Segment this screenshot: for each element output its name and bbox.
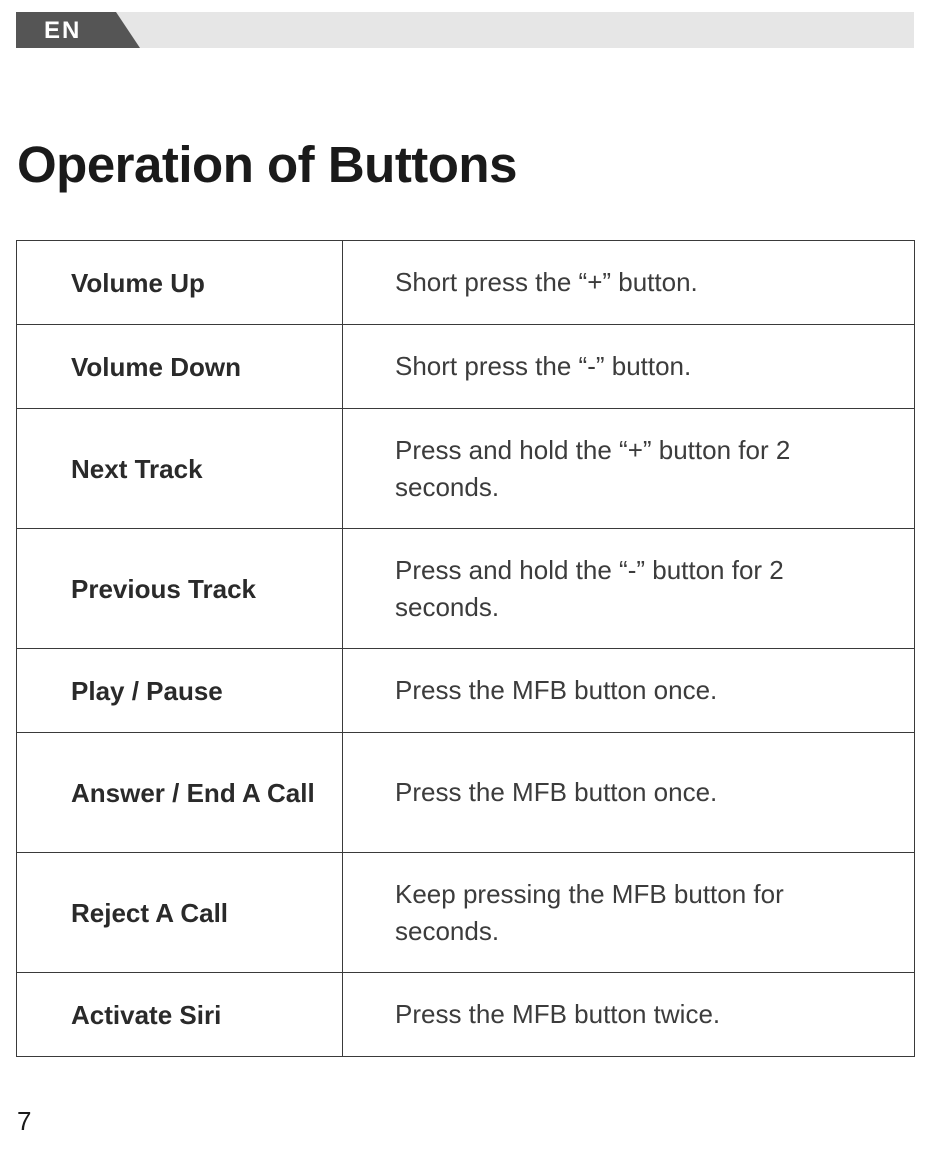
- language-label: EN: [44, 17, 82, 44]
- table-row: [17, 529, 915, 649]
- action-description: Keep pressing the MFB button for seconds.: [343, 853, 915, 973]
- action-description: Short press the “-” button.: [343, 325, 915, 409]
- table-row: [17, 649, 915, 733]
- table-row: [17, 973, 915, 1057]
- function-label: Volume Down: [17, 325, 343, 409]
- function-label: Volume Up: [17, 241, 343, 325]
- header-band: [16, 12, 914, 48]
- page-title: Operation of Buttons: [17, 136, 517, 193]
- action-description: Press and hold the “-” button for 2 seconds.: [343, 529, 915, 649]
- action-description: Press the MFB button once.: [343, 649, 915, 733]
- action-description: Press the MFB button twice.: [343, 973, 915, 1057]
- page-number: 7: [17, 1106, 32, 1136]
- table-row: [17, 733, 915, 853]
- table-row: [17, 853, 915, 973]
- function-label: Reject A Call: [17, 853, 343, 973]
- action-description: Press and hold the “+” button for 2 seconds.: [343, 409, 915, 529]
- table-row: [17, 409, 915, 529]
- function-label: Previous Track: [17, 529, 343, 649]
- button-operations-table: [16, 240, 915, 1057]
- table-row: [17, 325, 915, 409]
- function-label: Play / Pause: [17, 649, 343, 733]
- function-label: Activate Siri: [17, 973, 343, 1057]
- action-description: Press the MFB button once.: [343, 733, 915, 853]
- function-label: Answer / End A Call: [17, 733, 343, 853]
- action-description: Short press the “+” button.: [343, 241, 915, 325]
- function-label: Next Track: [17, 409, 343, 529]
- table-row: [17, 241, 915, 325]
